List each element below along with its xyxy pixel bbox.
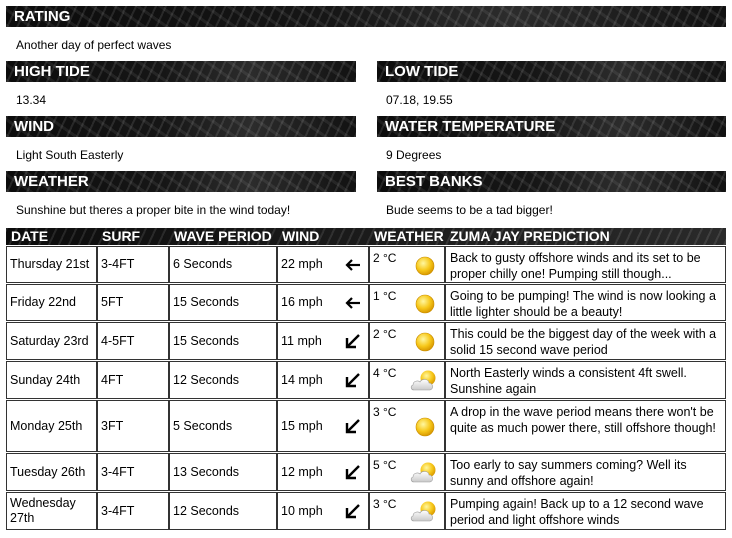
day-label: Wednesday 27th <box>10 496 76 525</box>
day-cell <box>6 361 97 399</box>
wind-value: Light South Easterly <box>16 148 124 162</box>
temperature: 2 °C <box>373 251 397 265</box>
sun-icon <box>408 291 442 317</box>
temperature: 1 °C <box>373 289 397 303</box>
arrow-down-left-icon <box>344 417 362 435</box>
wind-speed: 22 mph <box>281 257 323 271</box>
forecast-row-6 <box>6 453 726 491</box>
weather-cell <box>369 322 445 360</box>
day-cell <box>6 322 97 360</box>
day-cell <box>6 284 97 321</box>
prediction-cell <box>445 284 726 321</box>
weather-cell <box>369 284 445 321</box>
period-value: 5 Seconds <box>173 418 233 433</box>
arrow-down-left-icon <box>344 463 362 481</box>
prediction-cell <box>445 492 726 530</box>
water-temperature-value: 9 Degrees <box>386 148 442 162</box>
surf-cell <box>97 246 169 283</box>
day-label: Tuesday 26th <box>10 464 86 479</box>
temperature: 4 °C <box>373 366 397 380</box>
day-label: Sunday 24th <box>10 372 81 387</box>
rating-value: Another day of perfect waves <box>16 38 172 52</box>
surf-cell <box>97 284 169 321</box>
day-label: Thursday 21st <box>10 257 90 271</box>
prediction-text: Pumping again! Back up to a 12 second wave period and light offshore winds <box>450 497 704 527</box>
surf-value: 3-4FT <box>101 503 135 518</box>
period-value: 13 Seconds <box>173 464 240 479</box>
arrow-left-icon <box>344 256 362 274</box>
period-cell <box>169 492 277 530</box>
period-value: 12 Seconds <box>173 503 240 518</box>
weather-cell <box>369 246 445 283</box>
col-prediction: ZUMA JAY PREDICTION <box>450 228 610 244</box>
sun-icon <box>408 329 442 355</box>
prediction-text: Too early to say summers coming? Well its sunny and offshore again! <box>450 458 687 488</box>
arrow-down-left-icon <box>344 332 362 350</box>
partly-cloudy-icon <box>408 499 442 525</box>
period-cell <box>169 400 277 452</box>
weather-header <box>6 171 356 192</box>
wind-cell <box>277 284 369 321</box>
water-temperature-header <box>377 116 726 137</box>
prediction-cell <box>445 361 726 399</box>
day-cell <box>6 246 97 283</box>
prediction-cell <box>445 246 726 283</box>
surf-cell <box>97 453 169 491</box>
arrow-left-icon <box>344 294 362 312</box>
wind-speed: 16 mph <box>281 295 323 309</box>
col-date: DATE <box>11 228 49 244</box>
partly-cloudy-icon <box>408 368 442 394</box>
wind-cell <box>277 400 369 452</box>
period-value: 15 Seconds <box>173 333 240 348</box>
weather-cell <box>369 492 445 530</box>
prediction-text: This could be the biggest day of the week with a solid 15 second wave period <box>450 327 717 357</box>
forecast-row-1 <box>6 246 726 283</box>
arrow-down-left-icon <box>344 371 362 389</box>
forecast-row-5 <box>6 400 726 452</box>
surf-value: 3FT <box>101 418 124 433</box>
surf-value: 4FT <box>101 372 124 387</box>
forecast-row-3 <box>6 322 726 360</box>
day-cell <box>6 453 97 491</box>
rating-label: RATING <box>14 8 71 25</box>
period-cell <box>169 284 277 321</box>
day-cell <box>6 492 97 530</box>
surf-value: 3-4FT <box>101 257 135 271</box>
low-tide-label: LOW TIDE <box>385 63 459 80</box>
surf-value: 4-5FT <box>101 333 135 348</box>
arrow-down-left-icon <box>344 502 362 520</box>
surf-value: 3-4FT <box>101 464 135 479</box>
wind-speed: 14 mph <box>281 372 323 387</box>
surf-cell <box>97 492 169 530</box>
wind-cell <box>277 322 369 360</box>
wind-header <box>6 116 356 137</box>
best-banks-label: BEST BANKS <box>385 173 483 190</box>
prediction-cell <box>445 322 726 360</box>
rating-header <box>6 6 726 27</box>
low-tide-header <box>377 61 726 82</box>
day-label: Monday 25th <box>10 418 83 433</box>
wind-cell <box>277 453 369 491</box>
prediction-text: Back to gusty offshore winds and its set to be proper chilly one! Pumping still though... <box>450 251 701 281</box>
period-cell <box>169 246 277 283</box>
period-cell <box>169 322 277 360</box>
day-label: Friday 22nd <box>10 295 77 309</box>
temperature: 5 °C <box>373 458 397 472</box>
high-tide-value: 13.34 <box>16 93 47 107</box>
wind-cell <box>277 361 369 399</box>
prediction-cell <box>445 453 726 491</box>
forecast-table-header <box>6 228 726 245</box>
period-cell <box>169 361 277 399</box>
low-tide-value: 07.18, 19.55 <box>386 93 453 107</box>
day-cell <box>6 400 97 452</box>
temperature: 3 °C <box>373 497 397 511</box>
weather-value: Sunshine but theres a proper bite in the wind today! <box>16 203 291 217</box>
surf-cell <box>97 400 169 452</box>
surf-cell <box>97 322 169 360</box>
forecast-row-7 <box>6 492 726 530</box>
period-value: 15 Seconds <box>173 295 240 309</box>
prediction-text: Going to be pumping! The wind is now looking a little lighter should be a beauty! <box>450 289 716 319</box>
weather-cell <box>369 400 445 452</box>
day-label: Saturday 23rd <box>10 333 89 348</box>
wind-speed: 11 mph <box>281 333 322 348</box>
period-value: 6 Seconds <box>173 257 233 271</box>
period-cell <box>169 453 277 491</box>
col-wind: WIND <box>282 228 320 244</box>
best-banks-header <box>377 171 726 192</box>
col-weather: WEATHER <box>374 228 444 244</box>
sun-icon <box>408 414 442 440</box>
temperature: 3 °C <box>373 405 397 419</box>
wind-speed: 12 mph <box>281 464 323 479</box>
prediction-text: North Easterly winds a consistent 4ft swell. Sunshine again <box>450 366 687 396</box>
col-wave-period: WAVE PERIOD <box>174 228 272 244</box>
weather-cell <box>369 361 445 399</box>
high-tide-label: HIGH TIDE <box>14 63 90 80</box>
water-temperature-label: WATER TEMPERATURE <box>385 118 556 135</box>
high-tide-header <box>6 61 356 82</box>
temperature: 2 °C <box>373 327 397 341</box>
wind-speed: 15 mph <box>281 418 323 433</box>
surf-cell <box>97 361 169 399</box>
best-banks-value: Bude seems to be a tad bigger! <box>386 203 553 217</box>
prediction-text: A drop in the wave period means there won't be quite as much power there, still offshore though! <box>450 405 716 435</box>
wind-label: WIND <box>14 118 54 135</box>
weather-label: WEATHER <box>14 173 89 190</box>
wind-cell <box>277 492 369 530</box>
surf-value: 5FT <box>101 295 124 309</box>
weather-cell <box>369 453 445 491</box>
wind-cell <box>277 246 369 283</box>
sun-icon <box>408 253 442 279</box>
period-value: 12 Seconds <box>173 372 240 387</box>
prediction-cell <box>445 400 726 452</box>
wind-speed: 10 mph <box>281 503 323 518</box>
col-surf: SURF <box>102 228 141 244</box>
forecast-row-2 <box>6 284 726 321</box>
partly-cloudy-icon <box>408 460 442 486</box>
forecast-row-4 <box>6 361 726 399</box>
